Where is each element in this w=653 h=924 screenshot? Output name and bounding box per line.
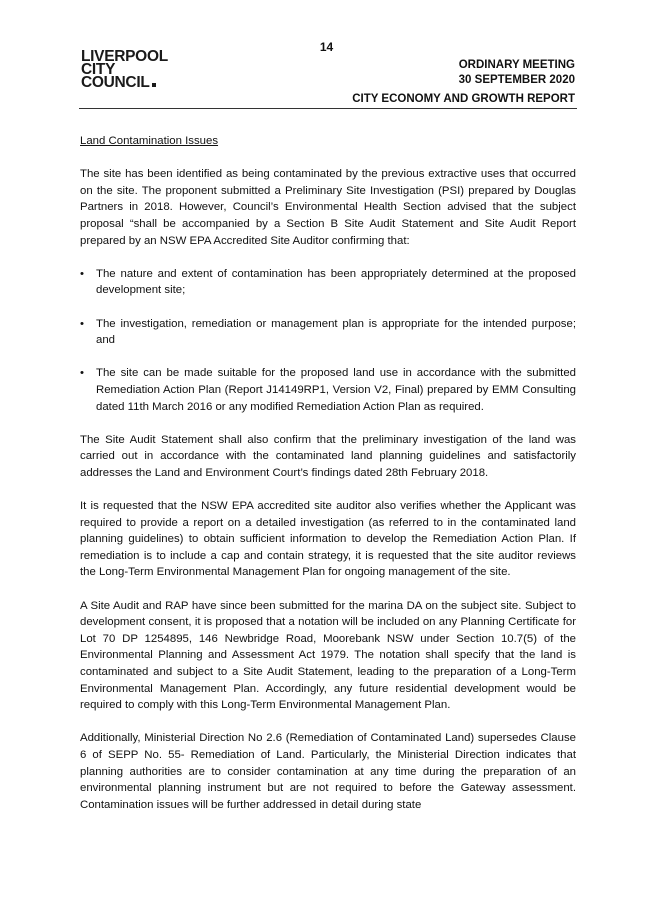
- paragraph-4: A Site Audit and RAP have since been submitted for the marina DA on the subject site. Subject to development consent, it is proposed that a notation will be included on any Planning Certificate for Lot 70 DP 1254895, 146 Newbridge Road, Moorebank NSW under Section 10.7(5) of the Environmental Planning and Assessment Act 1979. The notation shall specify that the land is contaminated and subject to a Site Audit Statement, leading to the preparation of a Long-Term Environmental Management Plan. Accordingly, any future residential development would be required to comply with this Long-Term Environmental Management Plan.: [80, 599, 576, 712]
- council-logo: [81, 50, 168, 89]
- paragraph-1: The site has been identified as being contaminated by the previous extractive uses that occurred on the site. The proponent submitted a Preliminary Site Investigation (PSI) prepared by Douglas Partners in 2018. However, Council’s Environmental Health Section advised that the subject proposal “shall be accompanied by a Section B Site Audit Statement and Site Audit Report prepared by an NSW EPA Accredited Site Auditor confirming that:: [80, 168, 576, 247]
- list-item-text: The investigation, remediation or management plan is appropriate for the intended purpose; and: [96, 317, 576, 347]
- bullet-icon: •: [80, 267, 84, 280]
- list-item: [80, 316, 576, 349]
- paragraph-3: It is requested that the NSW EPA accredited site auditor also verifies whether the Applicant was required to provide a report on a detailed investigation (as referred to in the contaminated land planning guidelines) to obtain sufficient information to develop the Remediation Action Plan. If remediation is to include a cap and contain strategy, it is requested that the site auditor reviews the Long-Term Environmental Management Plan for ongoing management of the site.: [80, 500, 576, 579]
- meeting-title: ORDINARY MEETING: [458, 59, 575, 71]
- list-item-text: The nature and extent of contamination has been appropriately determined at the proposed development site;: [96, 267, 576, 297]
- logo-line-2: CITY: [81, 61, 116, 78]
- report-title: CITY ECONOMY AND GROWTH REPORT: [352, 93, 575, 105]
- logo-line-3: COUNCIL: [81, 74, 150, 91]
- list-item-text: The site can be made suitable for the proposed land use in accordance with the submitted Remediation Action Plan (Report J14149RP1, Version V2, Final) prepared by EMM Consulting dated 11th March 2016 or any modified Remediation Action Plan as required.: [96, 367, 576, 413]
- meeting-date: 30 SEPTEMBER 2020: [458, 74, 575, 86]
- paragraph-2: The Site Audit Statement shall also confirm that the preliminary investigation of the land was carried out in accordance with the contaminated land planning guidelines and satisfactorily addresses the Land and Environment Court’s findings dated 28th February 2018.: [80, 433, 576, 479]
- logo-line-3-wrap: [81, 76, 168, 89]
- paragraph-5: Additionally, Ministerial Direction No 2.6 (Remediation of Contaminated Land) supersedes Clause 6 of SEPP No. 55- Remediation of Land. Particularly, the Ministerial Direction indicates that planning authorities are to consider contamination at any time during the preparation of an environmental planning instrument but are not required to before the Gateway assessment. Contamination issues will be further addressed in detail during state: [80, 732, 576, 811]
- document-body: [80, 133, 576, 830]
- list-item: [80, 266, 576, 299]
- header-divider: [79, 108, 577, 109]
- bullet-icon: •: [80, 317, 84, 330]
- logo-line-1: LIVERPOOL: [81, 48, 168, 65]
- page-number: 14: [319, 40, 334, 54]
- bullet-icon: •: [80, 367, 84, 380]
- report-header: [352, 58, 575, 107]
- requirements-list: [80, 266, 576, 415]
- list-item: [80, 365, 576, 415]
- section-heading: Land Contamination Issues: [80, 135, 219, 147]
- logo-dot-icon: [152, 83, 156, 87]
